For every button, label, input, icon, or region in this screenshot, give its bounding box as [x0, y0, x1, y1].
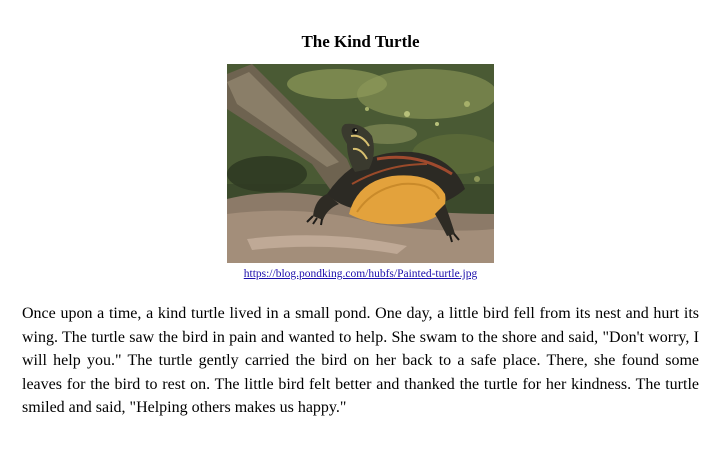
page-title: The Kind Turtle	[301, 32, 420, 52]
turtle-photo	[227, 64, 494, 263]
image-caption	[0, 266, 721, 282]
story-text: Once upon a time, a kind turtle lived in a small pond. One day, a little bird fell from its nest and hurt its wing. The turtle saw the bird in pain and wanted to help. She swam to the shore and said, "Don't worry, I will help you." The turtle gently carried the bird on her back to a safe place. There, she found some leaves for the bird to rest on. The little bird felt better and thanked the turtle for her kindness. The turtle smiled and said, "Helping others makes us happy."	[22, 305, 699, 416]
image-source-link[interactable]: https://blog.pondking.com/hubfs/Painted-turtle.jpg	[243, 268, 478, 280]
